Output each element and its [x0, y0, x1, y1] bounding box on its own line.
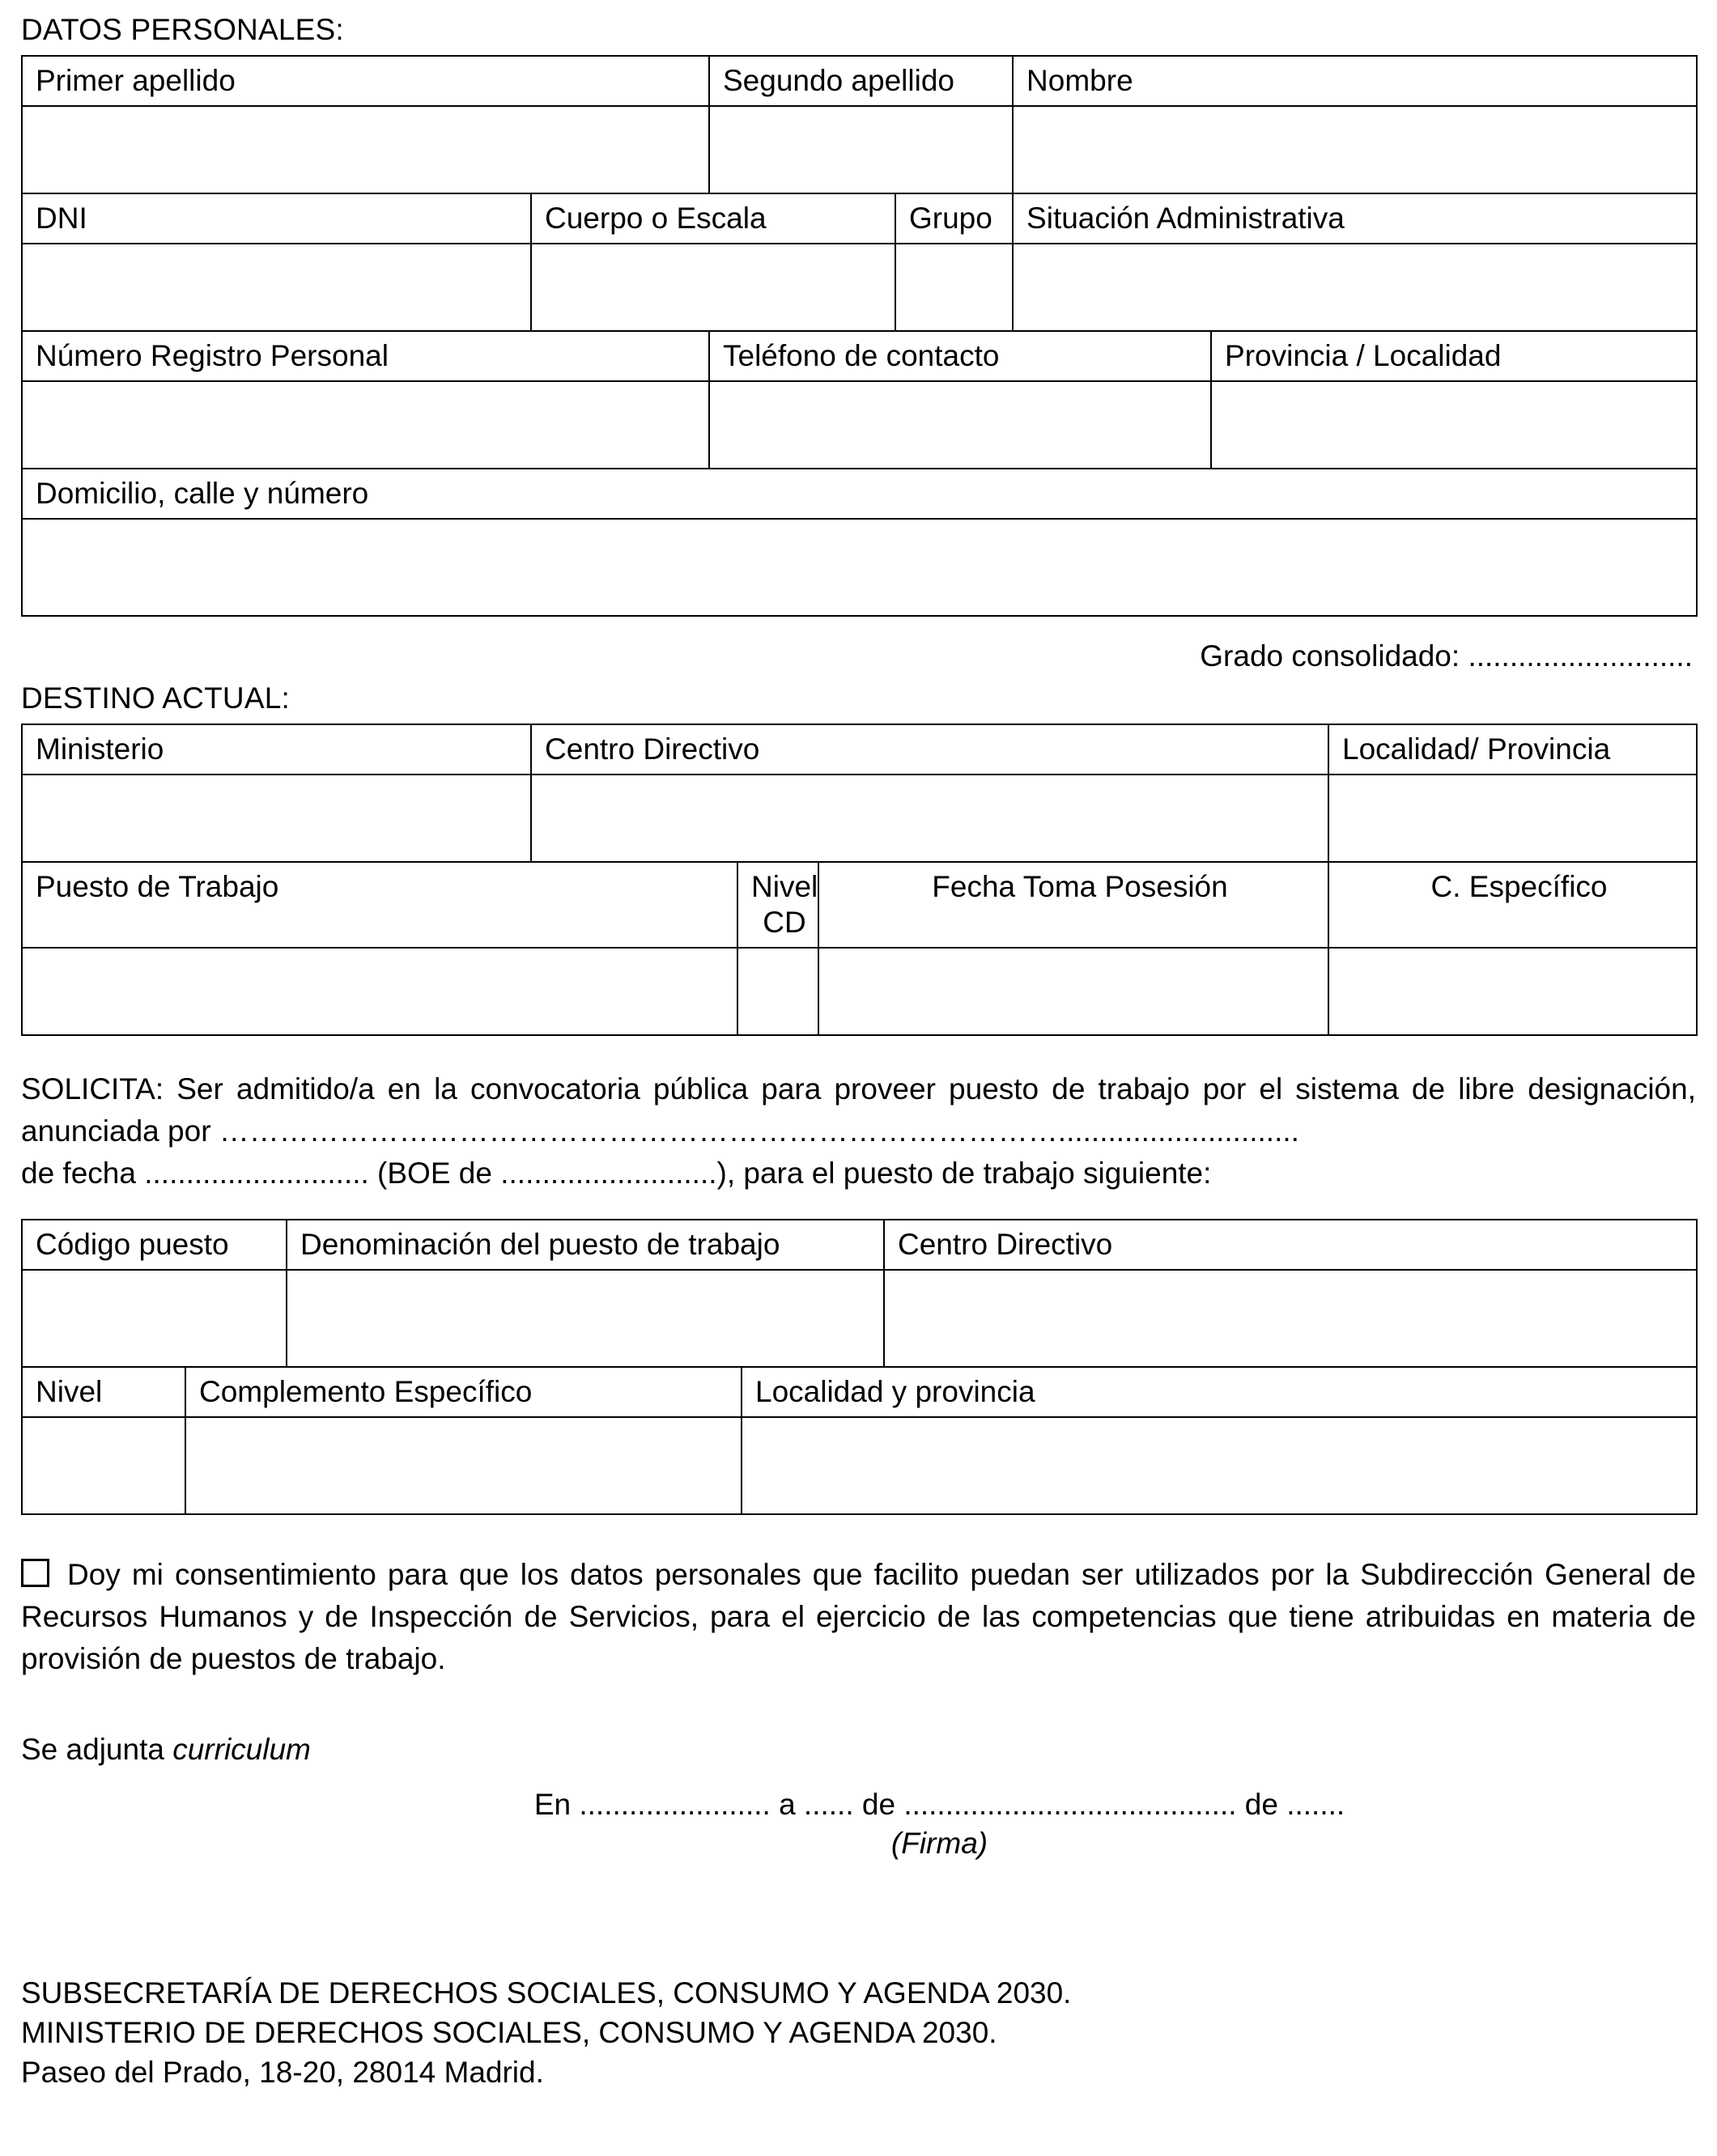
puesto-solicitado-table [21, 1219, 1698, 1515]
field-localidad-y-provincia[interactable] [742, 1417, 1697, 1514]
label-denominacion-puesto: Denominación del puesto de trabajo [287, 1220, 884, 1270]
field-centro-directivo-puesto[interactable] [884, 1270, 1697, 1367]
field-segundo-apellido[interactable] [709, 106, 1013, 193]
field-fecha-toma-posesion[interactable] [818, 948, 1328, 1035]
consent-checkbox[interactable] [21, 1559, 49, 1587]
field-localidad-provincia[interactable] [1328, 775, 1697, 862]
label-provincia-localidad: Provincia / Localidad [1211, 331, 1697, 381]
table-row [22, 1417, 1697, 1514]
field-primer-apellido[interactable] [22, 106, 709, 193]
attachment-italic-word: curriculum [172, 1733, 311, 1766]
table-row [22, 106, 1697, 193]
label-ministerio: Ministerio [22, 724, 531, 775]
field-provincia-localidad[interactable] [1211, 381, 1697, 469]
field-nivel-cd[interactable] [737, 948, 818, 1035]
footer-subsecretaria: SUBSECRETARÍA DE DERECHOS SOCIALES, CONSUMO Y AGENDA 2030. [21, 1976, 1072, 2010]
field-nombre[interactable] [1013, 106, 1697, 193]
label-numero-registro-personal: Número Registro Personal [22, 331, 709, 381]
grado-consolidado-line: Grado consolidado: ........................... [1200, 639, 1693, 673]
table-row [22, 331, 1697, 381]
field-complemento-especifico[interactable] [185, 1417, 742, 1514]
field-domicilio[interactable] [22, 519, 1697, 616]
firma-label: (Firma) [890, 1827, 988, 1860]
field-telefono-contacto[interactable] [709, 381, 1211, 469]
solicita-paragraph-line2: de fecha ........................... (BOE de ..........................), para el puesto de trabajo siguiente: [21, 1157, 1212, 1190]
field-numero-registro-personal[interactable] [22, 381, 709, 469]
field-codigo-puesto[interactable] [22, 1270, 287, 1367]
label-c-especifico: C. Específico [1328, 862, 1697, 948]
label-localidad-y-provincia: Localidad y provincia [742, 1367, 1697, 1417]
table-row [22, 244, 1697, 331]
label-situacion-administrativa: Situación Administrativa [1013, 193, 1697, 244]
field-grupo[interactable] [895, 244, 1013, 331]
label-cuerpo-o-escala: Cuerpo o Escala [531, 193, 895, 244]
label-grupo: Grupo [895, 193, 1013, 244]
label-centro-directivo: Centro Directivo [531, 724, 1328, 775]
field-c-especifico[interactable] [1328, 948, 1697, 1035]
table-row [22, 1270, 1697, 1367]
label-puesto-de-trabajo: Puesto de Trabajo [22, 862, 737, 948]
field-cuerpo-o-escala[interactable] [531, 244, 895, 331]
field-centro-directivo[interactable] [531, 775, 1328, 862]
table-row [22, 193, 1697, 244]
consent-text: Doy mi consentimiento para que los datos personales que facilito puedan ser utilizados por la Subdirección General de Recursos Humanos y de Inspección de Servicios, para el ejercicio de las competencias que tiene atribuidas en materia de provisión de puestos de trabajo. [21, 1558, 1696, 1675]
label-nombre: Nombre [1013, 56, 1697, 106]
label-domicilio: Domicilio, calle y número [22, 469, 1697, 519]
footer-address: Paseo del Prado, 18-20, 28014 Madrid. [21, 2056, 544, 2089]
field-denominacion-puesto[interactable] [287, 1270, 884, 1367]
attachment-line [21, 1729, 1696, 1771]
field-ministerio[interactable] [22, 775, 531, 862]
label-primer-apellido: Primer apellido [22, 56, 709, 106]
label-codigo-puesto: Código puesto [22, 1220, 287, 1270]
table-row [22, 724, 1697, 775]
datos-personales-table [21, 55, 1698, 617]
datos-personales-heading: DATOS PERSONALES: [21, 13, 344, 46]
label-segundo-apellido: Segundo apellido [709, 56, 1013, 106]
field-nivel[interactable] [22, 1417, 185, 1514]
consent-block [21, 1554, 1696, 1680]
field-puesto-de-trabajo[interactable] [22, 948, 737, 1035]
label-nivel-cd: Nivel CD [737, 862, 818, 948]
label-complemento-especifico: Complemento Específico [185, 1367, 742, 1417]
destino-actual-table [21, 724, 1698, 1036]
table-row [22, 1220, 1697, 1270]
solicita-paragraph-line1: SOLICITA: Ser admitido/a en la convocatoria pública para proveer puesto de trabajo por el sistema de libre designación, anunciada por …………………………………………………………………………............................. [21, 1072, 1696, 1148]
place-date-line: En ....................... a ...... de ........................................ de ....... [533, 1788, 1345, 1821]
label-telefono-contacto: Teléfono de contacto [709, 331, 1211, 381]
field-dni[interactable] [22, 244, 531, 331]
table-row [22, 519, 1697, 616]
label-dni: DNI [22, 193, 531, 244]
table-row [22, 948, 1697, 1035]
destino-actual-heading: DESTINO ACTUAL: [21, 681, 290, 715]
table-row [22, 862, 1697, 948]
label-fecha-toma-posesion: Fecha Toma Posesión [818, 862, 1328, 948]
attachment-prefix: Se adjunta [21, 1733, 173, 1766]
label-nivel: Nivel [22, 1367, 185, 1417]
table-row [22, 56, 1697, 106]
footer-ministerio: MINISTERIO DE DERECHOS SOCIALES, CONSUMO Y AGENDA 2030. [21, 2016, 997, 2049]
label-localidad-provincia: Localidad/ Provincia [1328, 724, 1697, 775]
table-row [22, 381, 1697, 469]
label-centro-directivo-puesto: Centro Directivo [884, 1220, 1697, 1270]
table-row [22, 1367, 1697, 1417]
field-situacion-administrativa[interactable] [1013, 244, 1697, 331]
table-row [22, 775, 1697, 862]
table-row [22, 469, 1697, 519]
